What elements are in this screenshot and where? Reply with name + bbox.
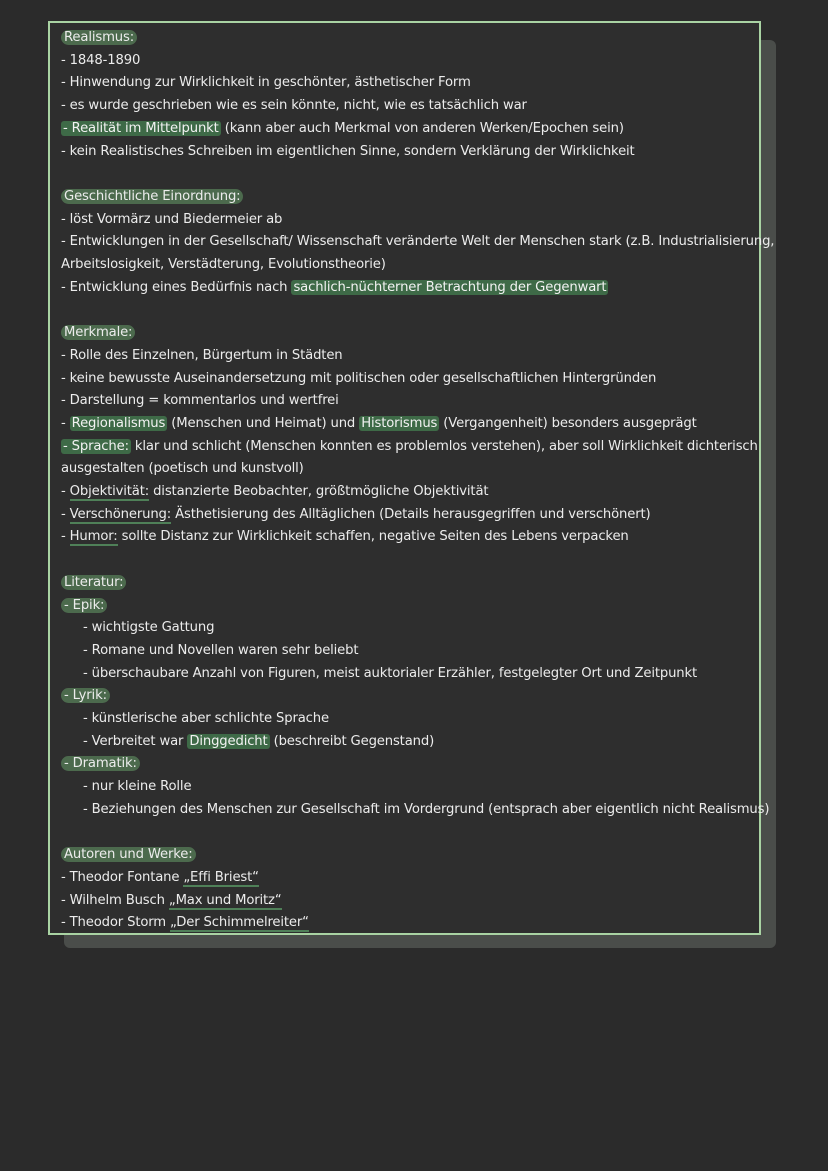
note-line: - Sprache: klar und schlicht (Menschen konnten es problemlos verstehen), aber soll Wirklichkeit dichterisch (63, 438, 758, 454)
notes-card (48, 21, 775, 935)
note-line: - Regionalismus (Menschen und Heimat) und Historismus (Vergangenheit) besonders ausgeprägt (61, 415, 697, 431)
highlight: Historismus (361, 415, 438, 431)
note-line: - künstlerische aber schlichte Sprache (83, 711, 329, 727)
note-line: - überschaubare Anzahl von Figuren, meist auktorialer Erzähler, festgelegter Ort und Zeitpunkt (83, 665, 698, 681)
underline: Humor: (69, 529, 118, 545)
note-line: - Verbreitet war Dinggedicht (beschreibt Gegenstand) (83, 733, 435, 749)
note-line: - Humor: sollte Distanz zur Wirklichkeit schaffen, negative Seiten des Lebens verpacken (61, 529, 629, 545)
underline: Objektivität: (69, 484, 150, 500)
underline: „Effi Briest“ (183, 869, 259, 885)
section-heading-autoren: Autoren und Werke: (61, 844, 749, 867)
note-line: - nur kleine Rolle (83, 779, 192, 795)
subheading-dramatik: - Dramatik: (61, 753, 749, 776)
highlight: sachlich-nüchterner Betrachtung der Gegenwart (293, 279, 607, 295)
note-line: - es wurde geschrieben wie es sein könnte, nicht, wie es tatsächlich war (61, 98, 527, 114)
note-line: - Objektivität: distanzierte Beobachter, größtmögliche Objektivität (61, 484, 489, 500)
highlight: - Sprache: (63, 438, 129, 454)
note-line: - Hinwendung zur Wirklichkeit in geschönter, ästhetischer Form (61, 75, 471, 91)
highlight: - Realität im Mittelpunkt (63, 120, 219, 136)
note-line: - Theodor Fontane „Effi Briest“ (61, 869, 259, 885)
note-line: - Beziehungen des Menschen zur Gesellschaft im Vordergrund (entsprach aber eigentlich nicht Realismus) (83, 801, 770, 817)
note-line: - kein Realistisches Schreiben im eigentlichen Sinne, sondern Verklärung der Wirklichkeit (61, 143, 635, 159)
subheading-lyrik: - Lyrik: (61, 685, 749, 708)
note-line: - löst Vormärz und Biedermeier ab (61, 211, 283, 227)
underline: „Max und Moritz“ (168, 892, 282, 908)
note-line: - wichtigste Gattung (83, 620, 215, 636)
note-line: - Romane und Novellen waren sehr beliebt (83, 642, 359, 658)
section-heading-realismus: Realismus: (61, 27, 749, 50)
underline: Verschönerung: (69, 506, 172, 522)
note-line: - Realität im Mittelpunkt (kann aber auch Merkmal von anderen Werken/Epochen sein) (63, 120, 624, 136)
section-heading-merkmale: Merkmale: (61, 322, 749, 345)
section-heading-literatur: Literatur: (61, 572, 749, 595)
note-line: Arbeitslosigkeit, Verstädterung, Evolutionstheorie) (61, 257, 386, 273)
underline: „Der Schimmelreiter“ (170, 915, 309, 931)
note-line: - Entwicklung eines Bedürfnis nach sachlich-nüchterner Betrachtung der Gegenwart (61, 279, 607, 295)
note-line: - Verschönerung: Ästhetisierung des Alltäglichen (Details herausgegriffen und verschönert) (61, 506, 651, 522)
subheading-epik: - Epik: (61, 595, 749, 618)
highlight: Dinggedicht (189, 733, 268, 749)
note-line: - Darstellung = kommentarlos und wertfrei (61, 393, 339, 409)
note-line: - 1848-1890 (61, 52, 141, 68)
note-line: - Theodor Storm „Der Schimmelreiter“ (61, 915, 309, 931)
note-line: - Wilhelm Busch „Max und Moritz“ (61, 892, 282, 908)
note-line: ausgestalten (poetisch und kunstvoll) (61, 461, 304, 477)
note-line: - Rolle des Einzelnen, Bürgertum in Städten (61, 347, 343, 363)
highlight: Regionalismus (71, 415, 166, 431)
note-line: - Entwicklungen in der Gesellschaft/ Wissenschaft veränderte Welt der Menschen stark (z.B. Industrialisierung, (61, 234, 775, 250)
note-line: - keine bewusste Auseinandersetzung mit politischen oder gesellschaftlichen Hintergründen (61, 370, 657, 386)
section-heading-einordnung: Geschichtliche Einordnung: (61, 186, 749, 209)
